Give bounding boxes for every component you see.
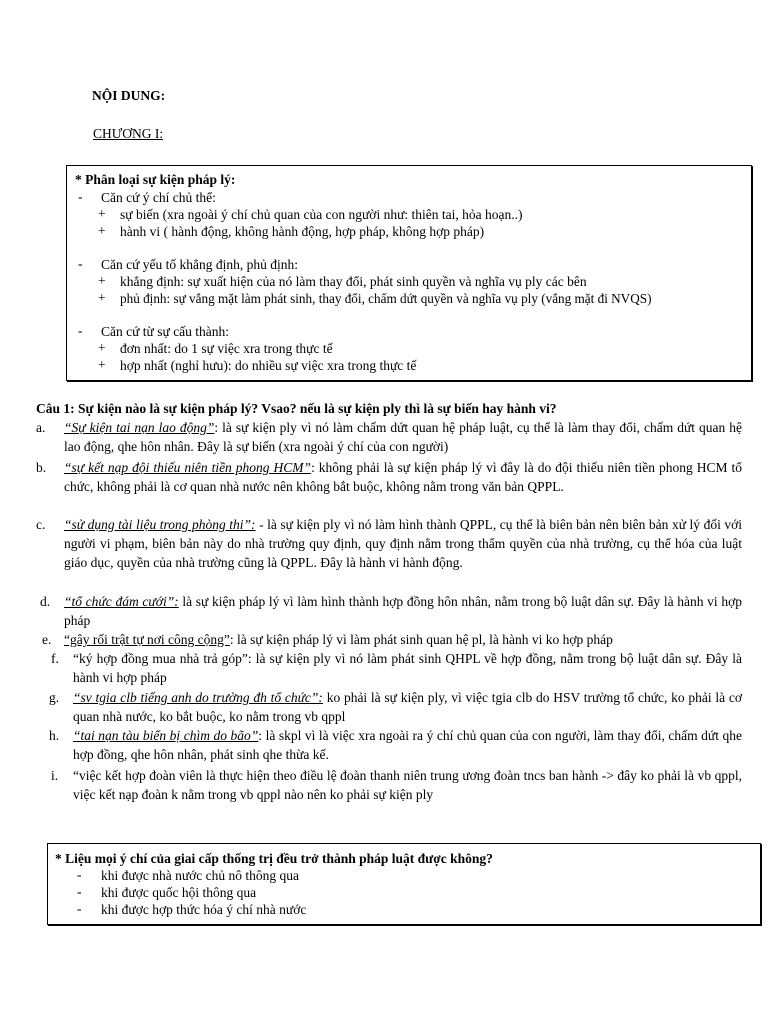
answer-term: “sử dụng tài liệu trong phòng thi”: — [64, 517, 256, 532]
bullet-plus: + — [98, 223, 106, 238]
bullet-plus: + — [98, 357, 106, 372]
group-head-2: Căn cứ yếu tố khẳng định, phủ định: — [101, 257, 299, 272]
bullet-plus: + — [98, 340, 106, 355]
question-box-item: khi được nhà nước chủ nô thông qua — [101, 868, 299, 883]
answer-term: “sv tgia clb tiếng anh do trường đh tổ chức”: — [73, 690, 323, 705]
group3-item-2: hợp nhất (nghỉ hưu): do nhiều sự việc xra trong thực tế — [120, 358, 417, 373]
group1-item-1: sự biến (xra ngoài ý chí chủ quan của con người như: thiên tai, hỏa hoạn..) — [120, 207, 523, 222]
classification-title: * Phân loại sự kiện pháp lý: — [75, 172, 236, 187]
answer-label: f. — [51, 651, 59, 666]
answer-item — [36, 515, 742, 572]
answer-label: a. — [36, 420, 46, 435]
answer-term: “tai nạn tàu biển bị chìm do bão” — [73, 728, 259, 743]
answer-text: : là sự kiện pháp lý vì làm phát sinh quan hệ pl, là hành vi ko hợp pháp — [229, 632, 613, 647]
bullet-dash: - — [77, 867, 82, 882]
answer-item — [42, 630, 748, 649]
group2-item-2: phủ định: sự vắng mặt làm phát sinh, thay đổi, chấm dứt quyền và nghĩa vụ ply (vắng mặt đi NVQS) — [120, 291, 652, 306]
group1-item-2: hành vi ( hành động, không hành động, hợp pháp, không hợp pháp) — [120, 224, 485, 239]
answer-text: “ký hợp đồng mua nhà trả góp”: là sự kiện ply vì nó làm phát sinh QHPL về hợp đồng, nằm trong bộ luật dân sự. Đây là hành vi hợp pháp — [73, 651, 742, 685]
answer-text: “việc kết hợp đoàn viên là thực hiện theo điều lệ đoàn thanh niên trung ương đoàn tncs ban hành -> đây ko phải là vb qppl, việc kết nạp đoàn k nằm trong vb qppl nào nên ko phải sự kiện ply — [73, 768, 742, 802]
answer-term: “Sự kiện tai nạn lao động” — [64, 420, 215, 435]
bullet-plus: + — [98, 206, 106, 221]
answer-item — [40, 592, 743, 630]
question-box-item: khi được quốc hội thông qua — [101, 885, 257, 900]
answer-text: - là sự kiện ply vì nó làm hình thành QPPL, cụ thể là biên bản nên biên bản xử lý đối với người vi phạm, biên bản này do nhà trường quy định, quy định nằm trong thẩm quyền của nhà trường, cụ thể hóa của luật giáo dục, quyền của nhà trường cũng là QPPL. Đây là hành vi hành động. — [64, 517, 742, 570]
answer-text: : là skpl vì là việc xra ngoài ra ý chí chủ quan của con người, làm thay đổi, chấm dứt qhe hợp đồng, qhe hôn nhân, phát sinh qhe thừa kế. — [73, 728, 742, 762]
answer-text: là sự kiện pháp lý vì làm hình thành hợp đồng hôn nhân, nằm trong bộ luật dân sự. Đây là hành vi hợp pháp — [64, 594, 743, 628]
bullet-plus: + — [98, 290, 106, 305]
answer-label: e. — [42, 632, 52, 647]
bullet-dash: - — [78, 189, 83, 204]
question-title: Câu 1: Sự kiện nào là sự kiện pháp lý? Vsao? nếu là sự kiện ply thì là sự biến hay hành vi? — [36, 401, 557, 416]
answer-label: c. — [36, 517, 46, 532]
group2-item-1: khẳng định: sự xuất hiện của nó làm thay đổi, phát sinh quyền và nghĩa vụ ply các bên — [120, 274, 587, 289]
answer-term: “tổ chức đám cưới”: — [64, 594, 179, 609]
answer-text: : là sự kiện ply vì nó làm chấm dứt quan hệ pháp luật, cụ thể là làm thay đổi, chấm dứt quan hệ lao động, qhe hôn nhân. Đây là sự biến (xra ngoài ý chí của con người) — [64, 420, 743, 454]
bullet-dash: - — [78, 256, 83, 271]
question-box-title: * Liệu mọi ý chí của giai cấp thống trị đều trở thành pháp luật được không? — [55, 851, 493, 866]
answer-text: ko phải là sự kiện ply, vì việc tgia clb do HSV trường tổ chức, ko phải là cơ quan nhà nước, ko bắt buộc, ko nằm trong vb qppl — [73, 690, 742, 724]
bullet-dash: - — [77, 901, 82, 916]
answer-item — [36, 458, 742, 496]
bullet-plus: + — [98, 273, 106, 288]
answer-item — [49, 726, 742, 764]
group3-item-1: đơn nhất: do 1 sự việc xra trong thực tế — [120, 341, 333, 356]
answer-label: i. — [51, 768, 59, 783]
bullet-dash: - — [78, 323, 83, 338]
answer-term: “gây rối trật tự nơi công cộng” — [64, 632, 230, 647]
answer-label: g. — [49, 690, 60, 705]
answer-label: d. — [40, 594, 51, 609]
answer-label: h. — [49, 728, 60, 743]
answer-text: : không phải là sự kiện pháp lý vì đây là do đội thiếu niên tiền phong HCM tổ chức, không phải là cơ quan nhà nước nên không bắt buộc, không nằm trong văn bản QPPL. — [64, 460, 742, 494]
chapter-title: CHƯƠNG I: — [93, 126, 164, 141]
page-heading: NỘI DUNG: — [92, 88, 166, 103]
group-head-1: Căn cứ ý chí chủ thể: — [101, 190, 216, 205]
answer-item — [51, 649, 742, 687]
bullet-dash: - — [77, 884, 82, 899]
answer-item — [49, 688, 742, 726]
answer-term: “sự kết nạp đội thiếu niên tiền phong HCM” — [64, 460, 312, 475]
answer-item — [36, 418, 743, 456]
question-box-item: khi được hợp thức hóa ý chí nhà nước — [101, 902, 307, 917]
answer-label: b. — [36, 460, 47, 475]
answer-item — [51, 766, 742, 804]
group-head-3: Căn cứ từ sự cấu thành: — [101, 324, 230, 339]
